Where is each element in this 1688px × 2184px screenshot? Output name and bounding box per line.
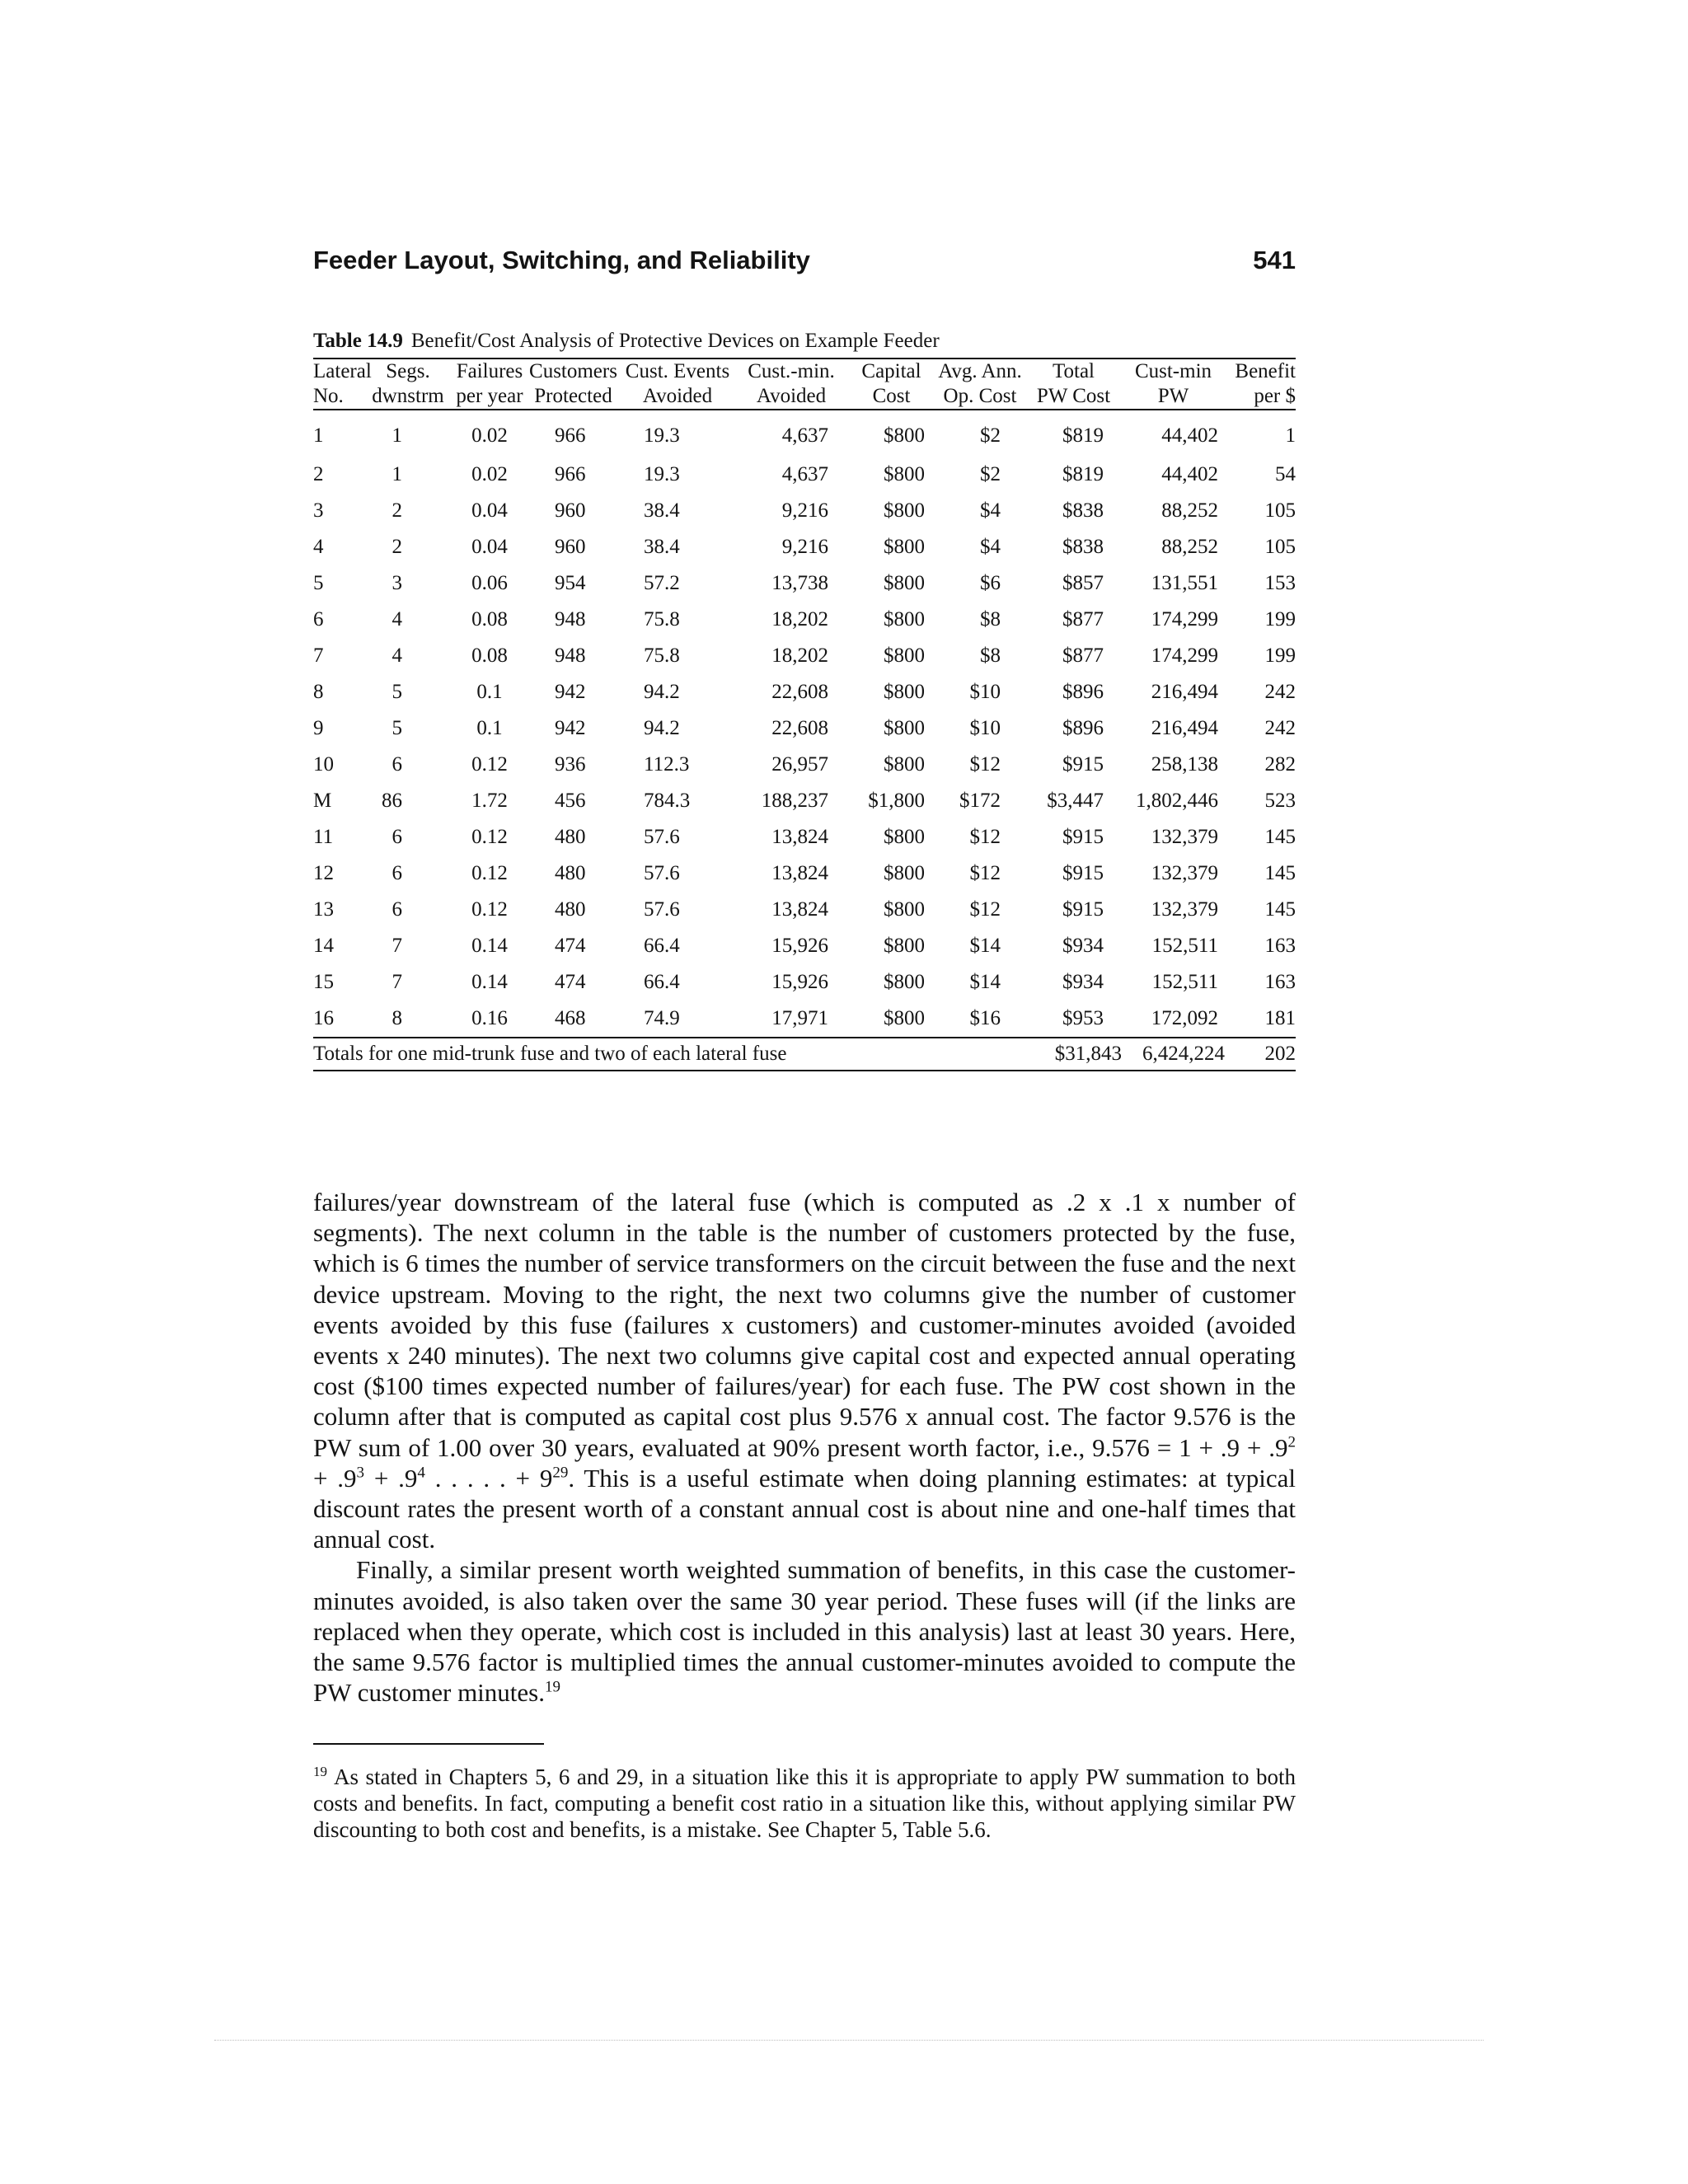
cell-failures-per-year: 0.14 [471,935,508,957]
cell-cust-min-avoided: 9,216 [781,536,828,558]
cell-customers-protected: 480 [555,898,586,921]
footnote-reference: 19 [544,1678,560,1696]
cell-capital-cost: $800 [884,681,925,703]
cell-avg-ann-op-cost: $16 [969,1007,1001,1029]
header-cell: Failures [456,360,523,382]
cell-avg-ann-op-cost: $14 [969,971,1001,993]
cell-cust-min-pw: 216,494 [1151,717,1218,739]
cell-benefit-per-dollar: 163 [1264,971,1296,993]
cell-total-pw-cost: $838 [1062,536,1104,558]
cell-avg-ann-op-cost: $4 [980,536,1001,558]
cell-lateral-no: 14 [313,935,334,957]
cell-lateral-no: 11 [313,826,334,848]
totals-description-cell [313,1038,935,1071]
header-cell: Total [1052,360,1095,382]
cell-capital-cost: $800 [884,753,925,776]
cell-customers-protected: 948 [555,644,586,667]
cell-segs-downstream: 8 [392,1007,402,1029]
cell-lateral-no: 15 [313,971,334,993]
cell-cust-min-pw: 88,252 [1161,536,1218,558]
cell-cust-min-pw: 174,299 [1151,644,1218,667]
cell-cust-min-avoided: 9,216 [781,499,828,522]
cell-cust-min-pw: 131,551 [1151,572,1218,594]
paragraph-2 [313,1554,1296,1708]
cell-segs-downstream: 3 [392,572,402,594]
cell-segs-downstream: 2 [392,536,402,558]
cell-avg-ann-op-cost: $8 [980,644,1001,667]
cell-lateral-no: 2 [313,463,324,485]
table-row [313,855,1296,892]
cell-customers-protected: 948 [555,608,586,630]
cell-cust-min-avoided: 26,957 [771,753,828,776]
exponent: 2 [1287,1433,1296,1451]
cell-avg-ann-op-cost: $12 [969,753,1001,776]
exponent: 29 [552,1464,569,1482]
cell-cust-events-avoided: 75.8 [644,608,680,630]
cell-capital-cost: $800 [884,644,925,667]
cell-cust-min-pw: 44,402 [1161,424,1218,447]
header-cell: Op. Cost [943,385,1017,407]
scan-artifact-line [214,2040,1484,2041]
totals-pw-cost: $31,843 [1054,1043,1122,1065]
totals-benefit-per-dollar: 202 [1264,1043,1296,1065]
cell-customers-protected: 960 [555,499,586,522]
cell-total-pw-cost: $838 [1062,499,1104,522]
cell-failures-per-year: 1.72 [471,790,508,812]
cell-benefit-per-dollar: 163 [1264,935,1296,957]
cell-total-pw-cost: $877 [1062,608,1104,630]
cell-benefit-per-dollar: 153 [1264,572,1296,594]
footnote [313,1764,1296,1843]
totals-label: Totals [313,1043,363,1065]
cell-cust-min-pw: 132,379 [1151,898,1218,921]
cell-benefit-per-dollar: 242 [1264,717,1296,739]
cell-failures-per-year: 0.16 [471,1007,508,1029]
cell-total-pw-cost: $915 [1062,898,1104,921]
cell-customers-protected: 954 [555,572,586,594]
cell-segs-downstream: 86 [382,790,402,812]
cell-capital-cost: $800 [884,424,925,447]
cell-capital-cost: $800 [884,499,925,522]
header-cell: Protected [534,385,612,407]
cell-cust-events-avoided: 57.6 [644,826,680,848]
cell-avg-ann-op-cost: $2 [980,463,1001,485]
cell-benefit-per-dollar: 199 [1264,644,1296,667]
cell-total-pw-cost: $3,447 [1047,790,1104,812]
cell-benefit-per-dollar: 145 [1264,862,1296,884]
header-cell: Segs. [386,360,430,382]
table-row [313,638,1296,674]
cell-failures-per-year: 0.08 [471,608,508,630]
cell-failures-per-year: 0.12 [471,826,508,848]
benefit-cost-table [313,358,1296,1071]
cell-failures-per-year: 0.12 [471,862,508,884]
header-cell: Cust.-min. [748,360,835,382]
cell-segs-downstream: 4 [392,644,402,667]
cell-cust-min-avoided: 17,971 [771,1007,828,1029]
cell-capital-cost: $800 [884,826,925,848]
cell-lateral-no: 9 [313,717,324,739]
cell-customers-protected: 468 [555,1007,586,1029]
cell-failures-per-year: 0.12 [471,753,508,776]
header-cell: Benefit [1235,360,1296,382]
cell-lateral-no: M [313,790,332,812]
cell-cust-min-avoided: 18,202 [771,608,828,630]
cell-total-pw-cost: $953 [1062,1007,1104,1029]
cell-lateral-no: 13 [313,898,334,921]
cell-segs-downstream: 1 [392,463,402,485]
cell-failures-per-year: 0.1 [476,717,503,739]
cell-benefit-per-dollar: 105 [1264,536,1296,558]
cell-cust-min-pw: 152,511 [1151,935,1218,957]
cell-cust-events-avoided: 66.4 [644,971,680,993]
cell-cust-min-pw: 1,802,446 [1136,790,1218,812]
cell-benefit-per-dollar: 181 [1264,1007,1296,1029]
cell-avg-ann-op-cost: $10 [969,717,1001,739]
cell-capital-cost: $800 [884,536,925,558]
header-cell: dwnstrm [372,385,444,407]
cell-lateral-no: 6 [313,608,324,630]
cell-total-pw-cost: $877 [1062,644,1104,667]
cell-customers-protected: 480 [555,826,586,848]
page-number: 541 [1253,246,1296,274]
cell-cust-min-avoided: 15,926 [771,935,828,957]
cell-customers-protected: 966 [555,463,586,485]
cell-cust-events-avoided: 94.2 [644,681,680,703]
cell-cust-events-avoided: 66.4 [644,935,680,957]
cell-benefit-per-dollar: 523 [1264,790,1296,812]
paragraph-1 [313,1187,1296,1554]
table-body [313,410,1296,1038]
cell-benefit-per-dollar: 242 [1264,681,1296,703]
cell-failures-per-year: 0.02 [471,424,508,447]
cell-avg-ann-op-cost: $14 [969,935,1001,957]
table-title: Benefit/Cost Analysis of Protective Devices on Example Feeder [410,330,940,352]
cell-cust-min-avoided: 13,824 [771,862,828,884]
totals-cust-min-pw: 6,424,224 [1142,1043,1225,1065]
table-label: Table 14.9 [313,330,403,352]
cell-segs-downstream: 6 [392,826,402,848]
cell-total-pw-cost: $915 [1062,862,1104,884]
cell-customers-protected: 474 [555,935,586,957]
header-cell: Capital [861,360,921,382]
cell-benefit-per-dollar: 145 [1264,826,1296,848]
chapter-title: Feeder Layout, Switching, and Reliability [313,246,810,274]
table-row [313,1001,1296,1038]
cell-failures-per-year: 0.04 [471,536,508,558]
table-row [313,892,1296,928]
totals-empty-cell [935,1038,1025,1071]
cell-cust-min-avoided: 4,637 [781,424,828,447]
cell-capital-cost: $800 [884,935,925,957]
cell-benefit-per-dollar: 199 [1264,608,1296,630]
cell-customers-protected: 942 [555,681,586,703]
cell-benefit-per-dollar: 282 [1264,753,1296,776]
cell-cust-events-avoided: 38.4 [644,499,680,522]
totals-description: for one mid-trunk fuse and two of each lateral fuse [368,1043,787,1065]
cell-cust-events-avoided: 38.4 [644,536,680,558]
header-cell: No. [313,385,344,407]
cell-avg-ann-op-cost: $10 [969,681,1001,703]
cell-benefit-per-dollar: 1 [1285,424,1296,447]
header-cell: Avoided [642,385,713,407]
cell-customers-protected: 966 [555,424,586,447]
cell-cust-events-avoided: 112.3 [644,753,690,776]
cell-capital-cost: $1,800 [868,790,925,812]
cell-avg-ann-op-cost: $4 [980,499,1001,522]
table-row [313,710,1296,747]
cell-total-pw-cost: $934 [1062,971,1104,993]
cell-capital-cost: $800 [884,717,925,739]
totals-row [313,1038,1296,1071]
cell-failures-per-year: 0.1 [476,681,503,703]
cell-segs-downstream: 1 [392,424,402,447]
cell-cust-min-pw: 258,138 [1151,753,1218,776]
cell-capital-cost: $800 [884,608,925,630]
cell-total-pw-cost: $915 [1062,753,1104,776]
cell-cust-min-pw: 132,379 [1151,862,1218,884]
header-cell: Cust. Events [625,360,730,382]
cell-lateral-no: 8 [313,681,324,703]
table-row [313,783,1296,819]
cell-cust-min-pw: 216,494 [1151,681,1218,703]
cell-cust-events-avoided: 784.3 [644,790,691,812]
table-header-row-1 [313,359,1296,384]
table-row [313,964,1296,1001]
paragraph-1-part: . This is a useful estimate when doing planning estimates: at typical discount rates the present worth of a constant annual cost is about nine and one-half times that annual cost. [313,1463,1296,1554]
cell-avg-ann-op-cost: $8 [980,608,1001,630]
cell-lateral-no: 5 [313,572,324,594]
cell-cust-events-avoided: 94.2 [644,717,680,739]
cell-customers-protected: 480 [555,862,586,884]
header-cell: PW [1157,385,1189,407]
cell-segs-downstream: 6 [392,753,402,776]
cell-cust-min-pw: 132,379 [1151,826,1218,848]
cell-cust-min-pw: 172,092 [1151,1007,1218,1029]
table-row [313,928,1296,964]
cell-cust-min-avoided: 22,608 [771,717,828,739]
table-row [313,747,1296,783]
cell-cust-events-avoided: 19.3 [644,424,680,447]
cell-cust-min-avoided: 13,738 [771,572,828,594]
cell-cust-min-avoided: 13,824 [771,898,828,921]
cell-cust-min-avoided: 15,926 [771,971,828,993]
cell-cust-events-avoided: 74.9 [644,1007,680,1029]
cell-capital-cost: $800 [884,463,925,485]
cell-cust-events-avoided: 57.6 [644,862,680,884]
cell-cust-min-pw: 88,252 [1161,499,1218,522]
cell-capital-cost: $800 [884,971,925,993]
cell-failures-per-year: 0.14 [471,971,508,993]
paragraph-1-part: . . . . . + 9 [424,1463,553,1493]
cell-total-pw-cost: $896 [1062,681,1104,703]
header-cell: Lateral [313,360,372,382]
cell-failures-per-year: 0.04 [471,499,508,522]
cell-segs-downstream: 6 [392,898,402,921]
cell-failures-per-year: 0.12 [471,898,508,921]
cell-cust-min-pw: 44,402 [1161,463,1218,485]
cell-cust-min-pw: 174,299 [1151,608,1218,630]
cell-total-pw-cost: $857 [1062,572,1104,594]
running-head [313,246,1296,275]
header-cell: Customers [529,360,617,382]
cell-capital-cost: $800 [884,862,925,884]
cell-cust-min-avoided: 4,637 [781,463,828,485]
cell-customers-protected: 960 [555,536,586,558]
cell-customers-protected: 474 [555,971,586,993]
header-cell: Cust-min [1134,360,1212,382]
cell-avg-ann-op-cost: $12 [969,826,1001,848]
cell-avg-ann-op-cost: $172 [959,790,1001,812]
cell-cust-events-avoided: 19.3 [644,463,680,485]
header-cell: Avg. Ann. [938,360,1022,382]
cell-total-pw-cost: $896 [1062,717,1104,739]
cell-customers-protected: 456 [555,790,586,812]
cell-cust-min-avoided: 13,824 [771,826,828,848]
cell-cust-min-pw: 152,511 [1151,971,1218,993]
cell-benefit-per-dollar: 54 [1275,463,1296,485]
cell-segs-downstream: 2 [392,499,402,522]
cell-lateral-no: 3 [313,499,324,522]
cell-customers-protected: 942 [555,717,586,739]
cell-lateral-no: 1 [313,424,324,447]
table-row [313,410,1296,457]
cell-lateral-no: 16 [313,1007,334,1029]
cell-total-pw-cost: $819 [1062,463,1104,485]
header-cell: Cost [872,385,911,407]
cell-capital-cost: $800 [884,1007,925,1029]
cell-avg-ann-op-cost: $12 [969,898,1001,921]
cell-segs-downstream: 5 [392,717,402,739]
footnote-rule [313,1743,544,1745]
table-row [313,674,1296,710]
cell-cust-min-avoided: 22,608 [771,681,828,703]
cell-lateral-no: 4 [313,536,324,558]
table-caption [313,330,940,353]
cell-lateral-no: 10 [313,753,334,776]
table-totals [313,1038,1296,1071]
cell-segs-downstream: 5 [392,681,402,703]
cell-lateral-no: 7 [313,644,324,667]
cell-customers-protected: 936 [555,753,586,776]
cell-failures-per-year: 0.06 [471,572,508,594]
cell-cust-min-avoided: 188,237 [761,790,828,812]
cell-capital-cost: $800 [884,898,925,921]
cell-cust-events-avoided: 57.6 [644,898,680,921]
cell-cust-min-avoided: 18,202 [771,644,828,667]
table-row [313,493,1296,529]
cell-cust-events-avoided: 57.2 [644,572,680,594]
cell-cust-events-avoided: 75.8 [644,644,680,667]
table-row [313,819,1296,855]
cell-failures-per-year: 0.02 [471,463,508,485]
table-header-row-2 [313,384,1296,410]
cell-total-pw-cost: $915 [1062,826,1104,848]
paragraph-1-part: + .9 [364,1463,418,1493]
cell-benefit-per-dollar: 145 [1264,898,1296,921]
table-row [313,457,1296,493]
footnote-text: As stated in Chapters 5, 6 and 29, in a situation like this it is appropriate to apply PW summation to both costs and benefits. In fact, computing a benefit cost ratio in a situation like this, without applying similar PW discounting to both cost and benefits, is a mistake. See Chapter 5, Table 5.6. [313,1765,1296,1842]
exponent: 3 [356,1464,365,1482]
paragraph-1-part: failures/year downstream of the lateral fuse (which is computed as .2 x .1 x number of segments). The next column in the table is the number of customers protected by the fuse, which is 6 times the number of service transformers on the circuit between the fuse and the next device upstream. Moving to the right, the next two columns give the number of customer events avoided by this fuse (failures x customers) and customer-minutes avoided (avoided events x 240 minutes). The next two columns give capital cost and expected annual operating cost ($100 times expected number of failures/year) for each fuse. The PW cost shown in the column after that is computed as capital cost plus 9.576 x annual cost. The factor 9.576 is the PW sum of 1.00 over 30 years, evaluated at 90% present worth factor, i.e., 9.576 = 1 + .9 + .9 [313,1188,1296,1462]
cell-segs-downstream: 7 [392,971,402,993]
body-text [313,1187,1296,1708]
cell-capital-cost: $800 [884,572,925,594]
header-cell: Avoided [756,385,827,407]
cell-lateral-no: 12 [313,862,334,884]
table-row [313,602,1296,638]
cell-benefit-per-dollar: 105 [1264,499,1296,522]
cell-segs-downstream: 4 [392,608,402,630]
cell-avg-ann-op-cost: $12 [969,862,1001,884]
paragraph-2-text: Finally, a similar present worth weighted summation of benefits, in this case the customer-minutes avoided, is also taken over the same 30 year period. These fuses will (if the links are replaced when they operate, which cost is included in this analysis) last at least 30 years. Here, the same 9.576 factor is multiplied times the annual customer-minutes avoided to compute the PW customer minutes. [313,1555,1296,1708]
header-cell: PW Cost [1036,385,1111,407]
cell-segs-downstream: 6 [392,862,402,884]
footnote-number: 19 [313,1764,327,1779]
header-cell: per $ [1254,385,1296,407]
header-cell: per year [456,385,523,407]
cell-failures-per-year: 0.08 [471,644,508,667]
table-header [313,359,1296,410]
cell-segs-downstream: 7 [392,935,402,957]
table-row [313,529,1296,565]
cell-total-pw-cost: $934 [1062,935,1104,957]
cell-avg-ann-op-cost: $6 [980,572,1001,594]
exponent: 4 [417,1464,425,1482]
paragraph-1-part: + .9 [313,1463,357,1493]
cell-avg-ann-op-cost: $2 [980,424,1001,447]
table-row [313,565,1296,602]
cell-total-pw-cost: $819 [1062,424,1104,447]
